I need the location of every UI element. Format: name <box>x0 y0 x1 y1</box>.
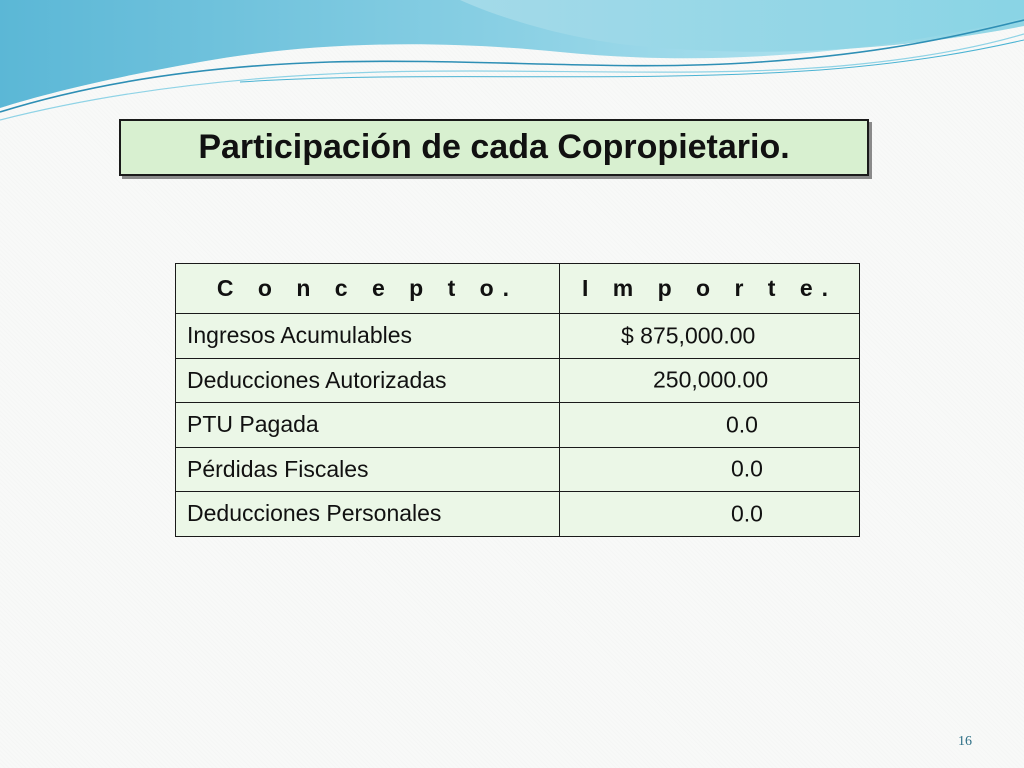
table-row <box>176 314 860 359</box>
slide-title-box <box>119 119 869 176</box>
row-amount-cell <box>560 358 860 403</box>
row-concept: Pérdidas Fiscales <box>176 447 560 492</box>
table-header-row <box>176 264 860 314</box>
row-amount: 250,000.00 <box>653 366 769 393</box>
slide-title: Participación de cada Copropietario. <box>198 128 790 166</box>
header-concept: C o n c e p t o. <box>176 264 560 314</box>
table-row <box>176 358 860 403</box>
row-amount-cell <box>560 492 860 537</box>
row-concept: Deducciones Autorizadas <box>176 358 560 403</box>
row-concept: PTU Pagada <box>176 403 560 448</box>
table-row <box>176 492 860 537</box>
header-wave-decoration <box>0 0 1024 130</box>
row-concept: Deducciones Personales <box>176 492 560 537</box>
row-amount: 0.0 <box>731 455 763 482</box>
header-amount: I m p o r t e. <box>560 264 860 314</box>
table-row <box>176 447 860 492</box>
row-amount-cell <box>560 403 860 448</box>
row-concept: Ingresos Acumulables <box>176 314 560 359</box>
row-amount-cell <box>560 314 860 359</box>
page-number: 16 <box>958 734 972 749</box>
row-amount: $ 875,000.00 <box>621 322 756 349</box>
row-amount: 0.0 <box>731 500 763 527</box>
row-amount-cell <box>560 447 860 492</box>
participation-table <box>175 263 860 537</box>
row-amount: 0.0 <box>726 411 758 438</box>
table-row <box>176 403 860 448</box>
